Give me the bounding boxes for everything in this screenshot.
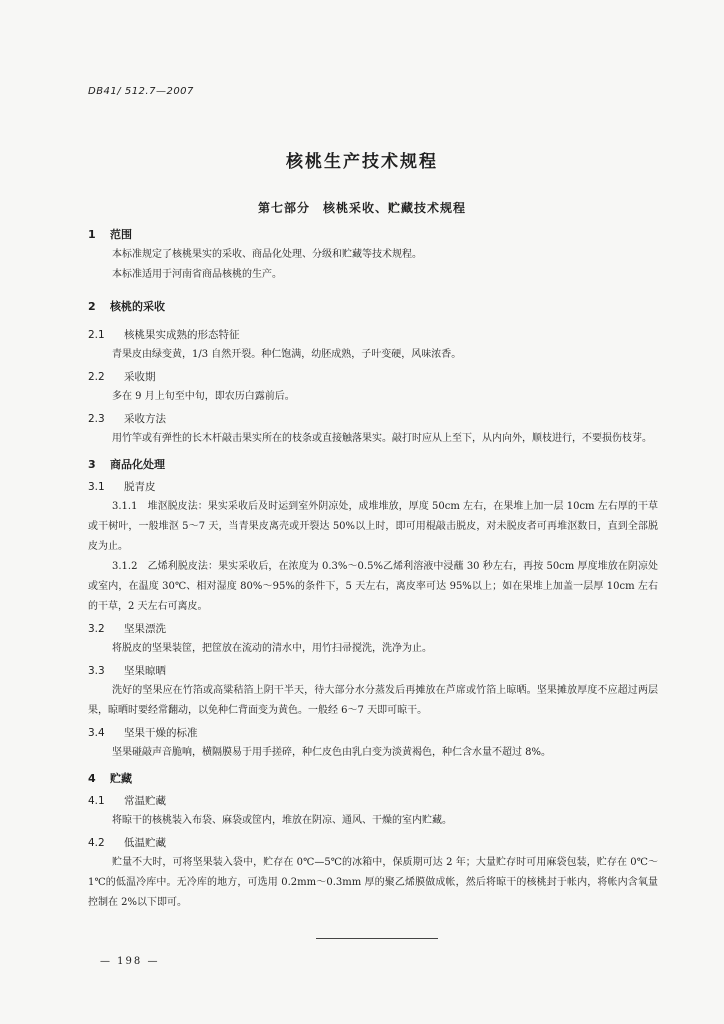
subsection-title: 采收期 [124, 371, 156, 383]
subsection-title: 常温贮藏 [124, 795, 166, 807]
document-body [88, 219, 658, 913]
subsection-number: 2.2 [88, 371, 105, 383]
paragraph: 洗好的坚果应在竹箔或高粱秸箔上阴干半天，待大部分水分蒸发后再摊放在芦席或竹箔上晾晒。坚果摊放厚度不应超过两层果，晾晒时要经常翻动，以免种仁背面变为黄色。一般经 6～7 天即可晾干。 [88, 685, 658, 716]
subsection-number: 3.4 [88, 727, 105, 739]
document-subtitle: 第七部分 核桃采收、贮藏技术规程 [257, 201, 466, 215]
paragraph: 青果皮由绿变黄，1/3 自然开裂。种仁饱满，幼胚成熟，子叶变硬，风味浓香。 [112, 349, 462, 360]
subsection-number: 4.1 [88, 795, 105, 807]
section-title: 范围 [110, 228, 132, 241]
paragraph: 3.1.2 乙烯利脱皮法：果实采收后，在浓度为 0.3%～0.5%乙烯利溶液中浸蘸 30 秒左右，再按 50cm 厚度堆放在阴凉处或室内，在温度 30℃、相对湿度 80%～95%的条件下，5 天左右，离皮率可达 95%以上；如在果堆上加盖一层厚 10cm 左右的干草，2 天左右可离皮。 [88, 561, 658, 612]
subsection-heading [88, 834, 658, 853]
paragraph: 坚果碰敲声音脆响，横隔膜易于用手搓碎，种仁皮色由乳白变为淡黄褐色，种仁含水量不超过 8%。 [112, 747, 552, 758]
section-heading-scope [88, 225, 658, 245]
paragraph: 用竹竿或有弹性的长木杆敲击果实所在的枝条或直接触落果实。敲打时应从上至下，从内向外，顺枝进行，不要损伤枝芽。 [112, 433, 652, 444]
subsection-title: 核桃果实成熟的形态特征 [124, 329, 240, 341]
section-heading-harvest [88, 297, 658, 317]
section-number: 3 [88, 458, 96, 471]
section-title: 贮藏 [110, 772, 132, 785]
page-number: — 198 — [100, 956, 160, 967]
section-number: 4 [88, 772, 96, 785]
subsection-title: 坚果漂洗 [124, 623, 166, 635]
section-heading-storage [88, 769, 658, 789]
subsection-heading [88, 792, 658, 811]
section-heading-processing [88, 455, 658, 475]
subsection-title: 坚果晾晒 [124, 665, 166, 677]
subsection-number: 2.3 [88, 413, 105, 425]
paragraph: 3.1.1 堆沤脱皮法：果实采收后及时运到室外阴凉处，成堆堆放，厚度 50cm 左右，在果堆上加一层 10cm 左右厚的干草或干树叶，一般堆沤 5～7 天，当青果皮离壳或开裂达 50%以上时，即可用棍敲击脱皮，对未脱皮者可再堆沤数日，直到全部脱皮为止。 [88, 501, 658, 552]
paragraph: 本标准适用于河南省商品核桃的生产。 [112, 269, 282, 280]
subsection-heading [88, 662, 658, 681]
paragraph: 将晾干的核桃装入布袋、麻袋或筐内，堆放在阴凉、通风、干燥的室内贮藏。 [112, 815, 452, 826]
subsection-title: 坚果干燥的标准 [124, 727, 198, 739]
section-number: 2 [88, 300, 96, 313]
subsection-title: 脱青皮 [124, 481, 156, 493]
subsection-heading [88, 326, 658, 345]
paragraph: 将脱皮的坚果装筐，把筐放在流动的清水中，用竹扫帚搅洗，洗净为止。 [112, 643, 432, 654]
paragraph: 本标准规定了核桃果实的采收、商品化处理、分级和贮藏等技术规程。 [112, 249, 422, 260]
subsection-number: 4.2 [88, 837, 105, 849]
subsection-title: 采收方法 [124, 413, 166, 425]
subsection-number: 3.2 [88, 623, 105, 635]
subsection-number: 2.1 [88, 329, 105, 341]
subsection-heading [88, 478, 658, 497]
subsection-heading [88, 410, 658, 429]
subsection-number: 3.3 [88, 665, 105, 677]
footer-divider [316, 938, 438, 939]
paragraph: 多在 9 月上旬至中旬，即农历白露前后。 [112, 391, 295, 402]
paragraph: 贮量不大时，可将坚果装入袋中，贮存在 0℃—5℃的冰箱中，保质期可达 2 年；大量贮存时可用麻袋包装，贮存在 0℃～1℃的低温冷库中。无冷库的地方，可选用 0.2mm～0.3mm 厚的聚乙烯膜做成帐，然后将晾干的核桃封于帐内，将帐内含氧量控制在 2%以下即可。 [88, 857, 658, 908]
document-title: 核桃生产技术规程 [286, 152, 438, 172]
subsection-heading [88, 724, 658, 743]
subsection-number: 3.1 [88, 481, 105, 493]
subsection-heading [88, 368, 658, 387]
document-code: DB41/ 512.7—2007 [88, 86, 194, 97]
section-number: 1 [88, 228, 96, 241]
subsection-title: 低温贮藏 [124, 837, 166, 849]
section-title: 核桃的采收 [110, 300, 165, 313]
subsection-heading [88, 620, 658, 639]
section-title: 商品化处理 [110, 458, 165, 471]
